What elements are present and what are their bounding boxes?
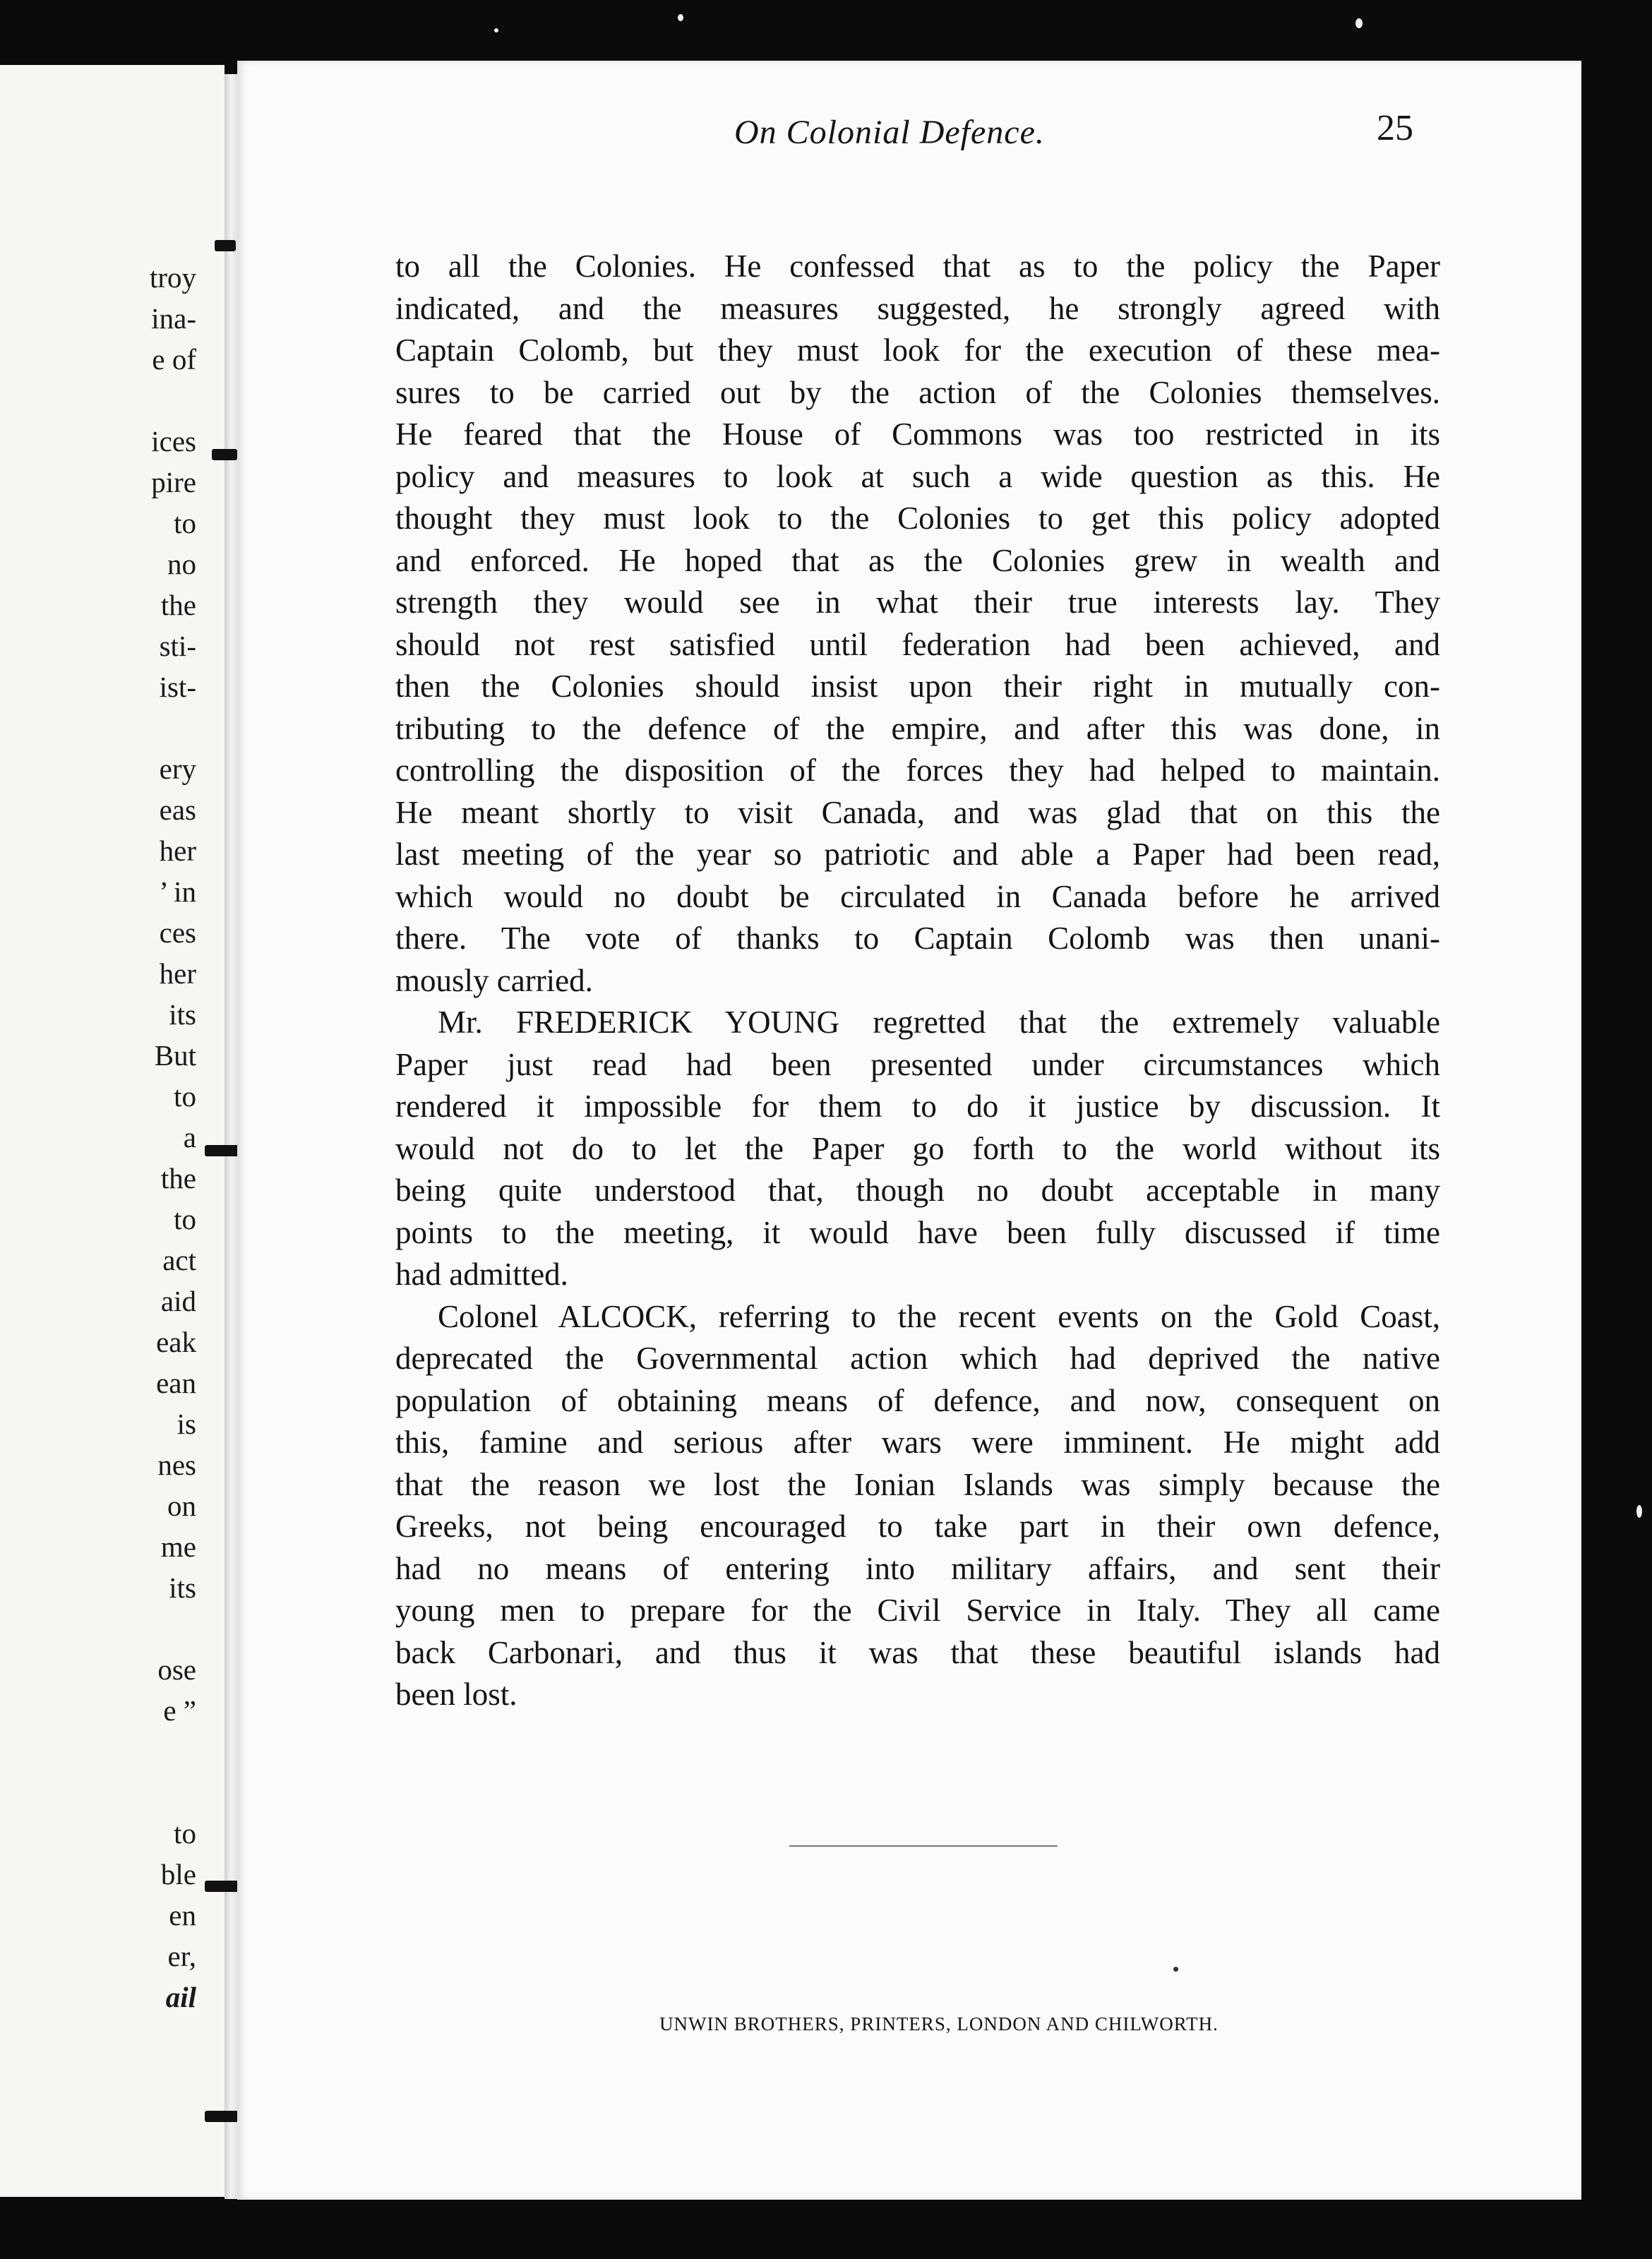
text-line: tributing to the defence of the empire, and after this was done, in xyxy=(395,710,1440,746)
fragment-line: troy xyxy=(149,261,196,294)
fragment-line: to xyxy=(174,507,196,539)
scan-speck xyxy=(1636,1505,1642,1518)
text-line: Paper just read had been presented under circumstances which xyxy=(395,1046,1440,1082)
fragment-line: its xyxy=(169,998,196,1031)
fragment-line: pire xyxy=(151,466,196,498)
fragment-line: aid xyxy=(160,1285,196,1317)
binding-stitch xyxy=(212,449,237,460)
scan-speck xyxy=(494,28,498,32)
fragment-line: ina- xyxy=(151,302,196,335)
text-line: rendered it impossible for them to do it justice by discussion. It xyxy=(395,1089,1440,1124)
fragment-line: sti- xyxy=(159,630,196,662)
fragment-line: to xyxy=(174,1817,196,1850)
fragment-line: ble xyxy=(160,1858,196,1891)
text-line: policy and measures to look at such a wide question as this. He xyxy=(395,458,1440,494)
fragment-line: ces xyxy=(159,916,196,949)
text-line: and enforced. He hoped that as the Colonies grew in wealth and xyxy=(395,542,1440,578)
text-line: being quite understood that, though no doubt acceptable in many xyxy=(395,1173,1440,1208)
text-line: should not rest satisfied until federation had been achieved, and xyxy=(395,626,1440,662)
text-line: deprecated the Governmental action which had deprived the native xyxy=(395,1341,1440,1376)
text-line: points to the meeting, it would have been fully discussed if time xyxy=(395,1214,1440,1250)
text-line: Greeks, not being encouraged to take part in their own defence, xyxy=(395,1509,1440,1544)
previous-page-edge xyxy=(0,65,225,2197)
fragment-line xyxy=(150,1772,196,1813)
fragment-line xyxy=(150,1731,196,1772)
fragment-line: the xyxy=(160,589,196,621)
ink-dot xyxy=(1173,1967,1178,1972)
page-number: 25 xyxy=(1377,108,1413,148)
fragment-line: ices xyxy=(151,425,196,457)
previous-page-text-fragments xyxy=(150,257,196,2018)
fragment-line: nes xyxy=(157,1449,196,1481)
text-line: that the reason we lost the Ionian Islands was simply because the xyxy=(395,1466,1440,1502)
printer-imprint: UNWIN BROTHERS, PRINTERS, LONDON AND CHILWORTH. xyxy=(659,2013,1219,2035)
text-line: which would no doubt be circulated in Canada before he arrived xyxy=(395,878,1440,914)
text-line: then the Colonies should insist upon their right in mutually con- xyxy=(395,669,1440,704)
fragment-line: no xyxy=(167,548,196,580)
text-line: thought they must look to the Colonies to get this policy adopted xyxy=(395,501,1440,536)
fragment-line xyxy=(150,1608,196,1649)
fragment-line: er, xyxy=(167,1940,196,1972)
text-line: sures to be carried out by the action of the Colonies themselves. xyxy=(395,374,1440,410)
scan-speck xyxy=(678,14,683,21)
text-line: He meant shortly to visit Canada, and was glad that on this the xyxy=(395,794,1440,830)
text-line: there. The vote of thanks to Captain Colomb was then unani- xyxy=(395,921,1440,956)
fragment-line: me xyxy=(160,1530,196,1563)
text-line: been lost. xyxy=(395,1677,517,1712)
text-line: to all the Colonies. He confessed that as to the policy the Paper xyxy=(395,248,1440,284)
text-line: Captain Colomb, but they must look for the execution of these mea- xyxy=(395,332,1440,368)
text-line: population of obtaining means of defence, and now, consequent on xyxy=(395,1382,1440,1418)
text-line: controlling the disposition of the forces they had helped to maintain. xyxy=(395,753,1440,788)
fragment-line xyxy=(150,380,196,421)
fragment-line: en xyxy=(169,1899,196,1931)
text-line: mously carried. xyxy=(395,962,593,998)
scan-speck xyxy=(1355,18,1363,28)
text-line: would not do to let the Paper go forth to the world without its xyxy=(395,1130,1440,1166)
text-line: Colonel ALCOCK, referring to the recent events on the Gold Coast, xyxy=(438,1298,1440,1334)
fragment-line: ist- xyxy=(159,671,196,703)
fragment-line: her xyxy=(159,834,196,867)
fragment-line: a xyxy=(183,1121,196,1154)
body-text xyxy=(395,246,1440,1716)
text-line: back Carbonari, and thus it was that these beautiful islands had xyxy=(395,1634,1440,1670)
fragment-line: to xyxy=(174,1203,196,1235)
text-line: this, famine and serious after wars were imminent. He might add xyxy=(395,1425,1440,1460)
fragment-line: ’ in xyxy=(159,875,196,908)
fragment-line: eas xyxy=(159,793,196,826)
fragment-line: its xyxy=(169,1571,196,1604)
fragment-line: But xyxy=(154,1039,196,1072)
fragment-line: is xyxy=(176,1408,196,1440)
fragment-line: e of xyxy=(152,343,196,376)
text-line: He feared that the House of Commons was too restricted in its xyxy=(395,417,1440,452)
fragment-line: e ” xyxy=(163,1694,196,1727)
text-line: young men to prepare for the Civil Service in Italy. They all came xyxy=(395,1593,1440,1628)
fragment-line: eak xyxy=(156,1326,196,1358)
fragment-line: on xyxy=(167,1490,196,1522)
running-head: On Colonial Defence. xyxy=(734,114,1045,151)
fragment-line: the xyxy=(160,1162,196,1194)
text-line: strength they would see in what their true interests lay. They xyxy=(395,585,1440,620)
text-line: Mr. FREDERICK YOUNG regretted that the extremely valuable xyxy=(438,1005,1440,1040)
fragment-line: her xyxy=(159,957,196,990)
text-line: last meeting of the year so patriotic and able a Paper had been read, xyxy=(395,837,1440,872)
fragment-line: ose xyxy=(157,1653,196,1686)
end-rule xyxy=(789,1845,1058,1847)
fragment-line: ail xyxy=(165,1981,196,2013)
text-line: had no means of entering into military affairs, and sent their xyxy=(395,1550,1440,1586)
text-line: had admitted. xyxy=(395,1257,568,1292)
fragment-line: act xyxy=(162,1244,196,1276)
fragment-line: ean xyxy=(156,1367,196,1399)
fragment-line: ery xyxy=(159,753,196,785)
text-line: indicated, and the measures suggested, he strongly agreed with xyxy=(395,290,1440,326)
binding-stitch xyxy=(215,240,236,251)
fragment-line xyxy=(150,707,196,748)
fragment-line: to xyxy=(174,1080,196,1113)
